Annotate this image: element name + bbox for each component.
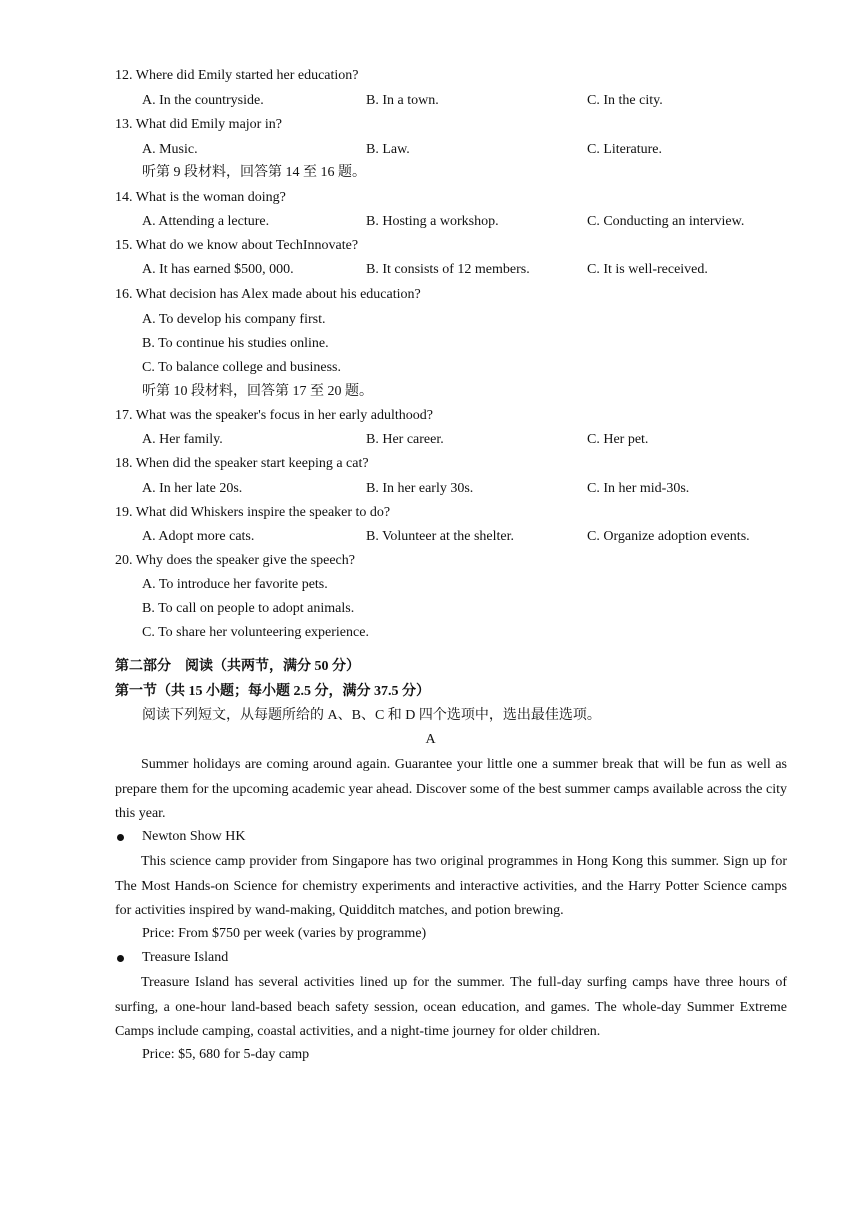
- camp-1-price: Price: From $750 per week (varies by programme): [142, 926, 427, 941]
- q16-option-c: C. To balance college and business.: [142, 360, 341, 375]
- q13-option-c: C. Literature.: [587, 142, 663, 157]
- q19-option-a: A. Adopt more cats.: [142, 529, 255, 544]
- q20-option-a: A. To introduce her favorite pets.: [142, 577, 328, 592]
- q15-option-a: A. It has earned $500, 000.: [142, 262, 294, 277]
- q13-option-a: A. Music.: [142, 142, 198, 157]
- q14-option-a: A. Attending a lecture.: [142, 214, 270, 229]
- q20-option-c: C. To share her volunteering experience.: [142, 625, 369, 640]
- camp-1-description: This science camp provider from Singapore has two original programmes in Hong Kong this summer. Sign up for The Most Hands-on Science for chemistry experiments and interactive activities, and the Harry Potter Science camps for activities inspired by wand-making, Quidditch matches, and potion brewing.: [115, 854, 787, 918]
- question-19: 19. What did Whiskers inspire the speaker to do?: [115, 505, 391, 520]
- question-15: 15. What do we know about TechInnovate?: [115, 238, 359, 253]
- q17-option-c: C. Her pet.: [587, 432, 649, 447]
- listening-instruction-10: 听第 10 段材料，回答第 17 至 20 题。: [142, 384, 373, 399]
- q12-option-a: A. In the countryside.: [142, 93, 264, 108]
- question-17: 17. What was the speaker's focus in her early adulthood?: [115, 408, 433, 423]
- q16-option-a: A. To develop his company first.: [142, 312, 326, 327]
- q19-option-c: C. Organize adoption events.: [587, 529, 750, 544]
- question-13: 13. What did Emily major in?: [115, 117, 282, 132]
- camp-2-description: Treasure Island has several activities lined up for the summer. The full-day surfing camps have three hours of surfing, a one-hour land-based beach safety session, ocean education, and games. The whole-day Summer Extreme Camps include camping, coastal activities, and a night-time journey for older children.: [115, 975, 787, 1039]
- q15-option-c: C. It is well-received.: [587, 262, 708, 277]
- bullet-icon: [117, 955, 124, 962]
- q13-option-b: B. Law.: [366, 142, 410, 157]
- listening-instruction-9: 听第 9 段材料，回答第 14 至 16 题。: [142, 165, 366, 180]
- question-18: 18. When did the speaker start keeping a cat?: [115, 456, 369, 471]
- q18-option-a: A. In her late 20s.: [142, 481, 243, 496]
- q17-option-a: A. Her family.: [142, 432, 223, 447]
- q12-option-c: C. In the city.: [587, 93, 663, 108]
- q12-option-b: B. In a town.: [366, 93, 439, 108]
- section-one-title: 第一节（共 15 小题；每小题 2.5 分，满分 37.5 分）: [115, 684, 430, 699]
- q17-option-b: B. Her career.: [366, 432, 444, 447]
- q14-option-b: B. Hosting a workshop.: [366, 214, 499, 229]
- camp-2-name: Treasure Island: [142, 950, 229, 965]
- q14-option-c: C. Conducting an interview.: [587, 214, 745, 229]
- q20-option-b: B. To call on people to adopt animals.: [142, 601, 355, 616]
- q18-option-c: C. In her mid-30s.: [587, 481, 690, 496]
- reading-instruction: 阅读下列短文，从每题所给的 A、B、C 和 D 四个选项中，选出最佳选项。: [142, 708, 601, 723]
- passage-intro: Summer holidays are coming around again. Guarantee your little one a summer break that will be fun as well as prepare them for the upcoming academic year ahead. Discover some of the best summer camps available across the city this year.: [115, 757, 787, 821]
- q19-option-b: B. Volunteer at the shelter.: [366, 529, 515, 544]
- question-16: 16. What decision has Alex made about his education?: [115, 287, 421, 302]
- q18-option-b: B. In her early 30s.: [366, 481, 474, 496]
- passage-label: A: [425, 732, 436, 747]
- camp-1-name: Newton Show HK: [142, 829, 246, 844]
- q15-option-b: B. It consists of 12 members.: [366, 262, 530, 277]
- part-two-title: 第二部分 阅读（共两节，满分 50 分）: [115, 659, 360, 674]
- camp-2-price: Price: $5, 680 for 5-day camp: [142, 1047, 310, 1062]
- q16-option-b: B. To continue his studies online.: [142, 336, 329, 351]
- question-20: 20. Why does the speaker give the speech?: [115, 553, 355, 568]
- bullet-icon: [117, 834, 124, 841]
- question-14: 14. What is the woman doing?: [115, 190, 286, 205]
- question-12: 12. Where did Emily started her education?: [115, 68, 359, 83]
